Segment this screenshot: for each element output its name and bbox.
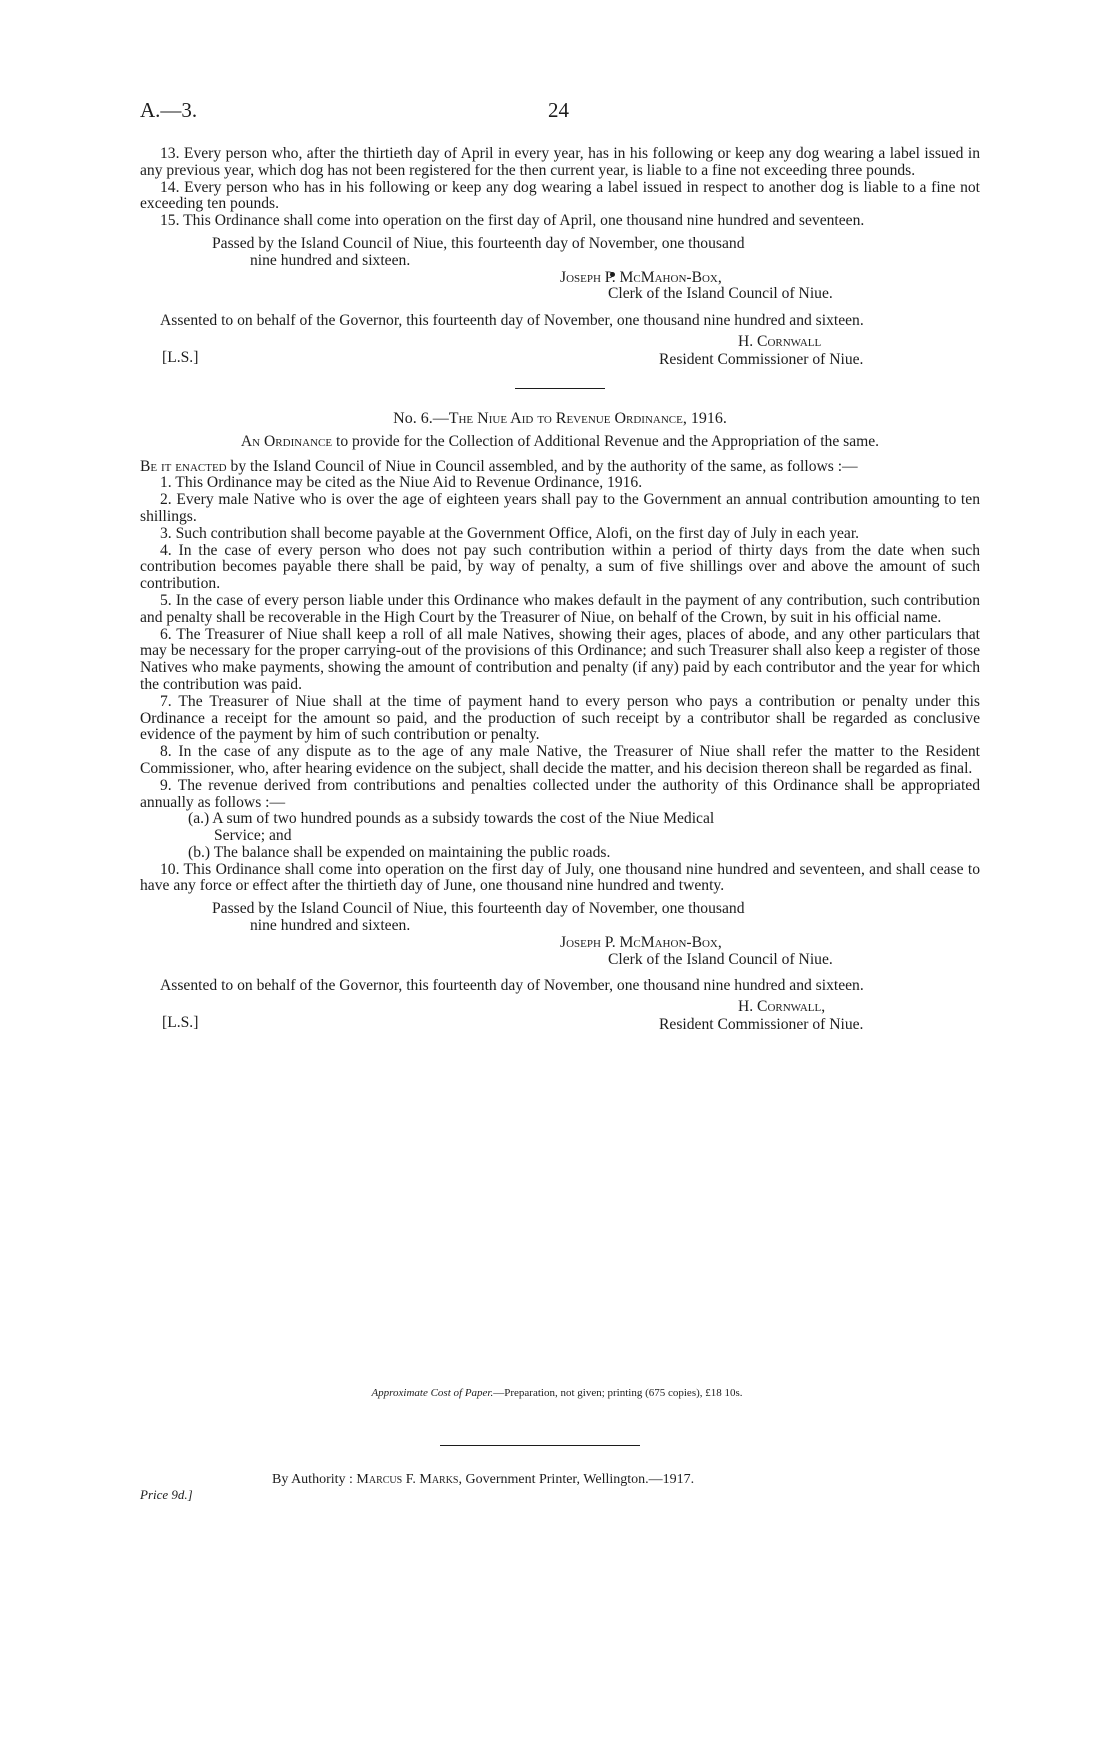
page-header <box>140 98 980 128</box>
clerk-title-1: Clerk of the Island Council of Niue. <box>608 285 833 303</box>
printer-name: Marcus F. Marks <box>356 1472 459 1487</box>
section-9: 9. The revenue derived from contributions and penalties collected under the authority of this Ordinance shall be appropriated annually as follows :— <box>140 776 980 811</box>
document-reference: A.—3. <box>140 98 198 122</box>
passed-2-line1: Passed by the Island Council of Niue, this fourteenth day of November, one thousand <box>212 900 745 918</box>
passed-1-line2: nine hundred and sixteen. <box>250 251 411 269</box>
section-1: 1. This Ordinance may be cited as the Niue Aid to Revenue Ordinance, 1916. <box>160 474 643 492</box>
passed-2-line2: nine hundred and sixteen. <box>250 917 411 935</box>
enact-lead: Be it enacted <box>140 457 227 475</box>
clerk-signature-1 <box>140 270 980 304</box>
commissioner-title-2: Resident Commissioner of Niue. <box>659 1016 864 1034</box>
section-13: 13. Every person who, after the thirtieth day of April in every year, has in his following or keep any dog wearing a label issued in any previous year, which dog has not been registered for the then current year, is liable to a fine not exceeding three pounds. <box>140 145 980 179</box>
section-6: 6. The Treasurer of Niue shall keep a roll of all male Natives, showing their ages, places of abode, and any other particulars that may be necessary for the proper carrying-out of the provisions of this Ordinance; and such Treasurer shall also keep a register of those Natives who make payments, showing the amount of contribution and penalty (if any) paid by each contributor and the year for which the contribution was paid. <box>140 625 980 693</box>
seal-mark-1: [L.S.] <box>162 348 199 366</box>
clerk-signature-2 <box>140 935 980 969</box>
section-divider <box>515 388 605 389</box>
seal-mark-2: [L.S.] <box>162 1014 199 1032</box>
commissioner-signature-1 <box>140 334 980 374</box>
commissioner-signature-2 <box>140 999 980 1039</box>
ordinance-long-title <box>140 434 980 451</box>
ordinance-number: No. 6.— <box>393 409 449 427</box>
passed-1-line1: Passed by the Island Council of Niue, this fourteenth day of November, one thousand <box>212 234 745 252</box>
commissioner-title-1: Resident Commissioner of Niue. <box>659 350 864 368</box>
section-7: 7. The Treasurer of Niue shall at the time of payment hand to every person who pays a contribution or penalty under this Ordinance a receipt for the amount so paid, and the production of such receipt by a contributor shall be regarded as conclusive evidence of the payment by him of such contribution or penalty. <box>140 692 980 744</box>
subsection-b <box>140 845 980 862</box>
clerk-name-2: Joseph P. McMahon-Box, <box>560 933 722 951</box>
section-2: 2. Every male Native who is over the age of eighteen years shall pay to the Government an annual contribution amounting to ten shillings. <box>140 491 980 525</box>
subsection-a <box>140 811 980 845</box>
passed-statement-1 <box>140 236 980 270</box>
footer-divider <box>440 1445 640 1446</box>
subsection-a-line1: (a.) A sum of two hundred pounds as a subsidy towards the cost of the Niue Medical <box>188 810 715 828</box>
ordinance-name: The Niue Aid to Revenue Ordinance <box>448 409 683 427</box>
passed-statement-2 <box>140 901 980 935</box>
section-10: 10. This Ordinance shall come into operation on the first day of July, one thousand nine hundred and seventeen, and shall cease to have any force or effect after the thirtieth day of June, one thousand nine hundred and twenty. <box>140 860 980 895</box>
section-4: 4. In the case of every person who does not pay such contribution within a period of thirty days from the date when such contribution becomes payable there shall be paid, by way of penalty, a sum of five shillings over and above the amount of such contribution. <box>140 541 980 593</box>
ordinance-year: , 1916. <box>682 409 727 427</box>
commissioner-name-2: H. Cornwall, <box>738 998 826 1016</box>
clerk-name-1: Joseph P. McMahon-Box, <box>560 268 722 286</box>
section-3: 3. Such contribution shall become payable at the Government Office, Alofi, on the first day of July in each year. <box>160 524 860 542</box>
enact-text: by the Island Council of Niue in Council assembled, and by the authority of the same, as follows :— <box>226 457 858 475</box>
long-title-lead: An Ordinance <box>240 432 333 450</box>
assent-statement-1: Assented to on behalf of the Governor, this fourteenth day of November, one thousand nine hundred and sixteen. <box>160 312 864 330</box>
subsection-b-line1: (b.) The balance shall be expended on maintaining the public roads. <box>188 843 611 861</box>
cost-text: —Preparation, not given; printing (675 copies), £18 10s. <box>493 1387 743 1399</box>
ordinance-title <box>140 411 980 428</box>
cost-note <box>0 1387 1114 1399</box>
section-5: 5. In the case of every person liable under this Ordinance who makes default in the payment of any contribution, such contribution and penalty shall be recoverable in the High Court by the Treasurer of Niue, on behalf of the Crown, by suit in his official name. <box>140 591 980 626</box>
document-body <box>140 146 980 1039</box>
section-8: 8. In the case of any dispute as to the age of any male Native, the Treasurer of Niue shall refer the matter to the Resident Commissioner, who, after hearing evidence on the subject, shall decide the matter, and his decision thereon shall be regarded as final. <box>140 743 980 777</box>
price-note: Price 9d.] <box>140 1487 193 1502</box>
subsection-a-line2: Service; and <box>214 827 292 845</box>
authority-rest: , Government Printer, Wellington.—1917. <box>458 1472 695 1487</box>
printer-authority <box>272 1472 694 1488</box>
section-15: 15. This Ordinance shall come into operation on the first day of April, one thousand nine hundred and seventeen. <box>160 212 865 230</box>
assent-statement-2: Assented to on behalf of the Governor, this fourteenth day of November, one thousand nine hundred and sixteen. <box>160 977 864 995</box>
page-number: 24 <box>548 98 569 122</box>
authority-lead: By Authority : <box>272 1472 357 1487</box>
commissioner-name-1: H. Cornwall <box>738 332 822 350</box>
enacting-clause <box>140 459 980 476</box>
clerk-title-2: Clerk of the Island Council of Niue. <box>608 950 833 968</box>
section-14: 14. Every person who has in his following or keep any dog wearing a label issued in respect to another dog is liable to a fine not exceeding ten pounds. <box>140 178 980 213</box>
long-title-text: to provide for the Collection of Additional Revenue and the Appropriation of the same. <box>332 432 880 450</box>
cost-label: Approximate Cost of Paper. <box>371 1387 494 1399</box>
